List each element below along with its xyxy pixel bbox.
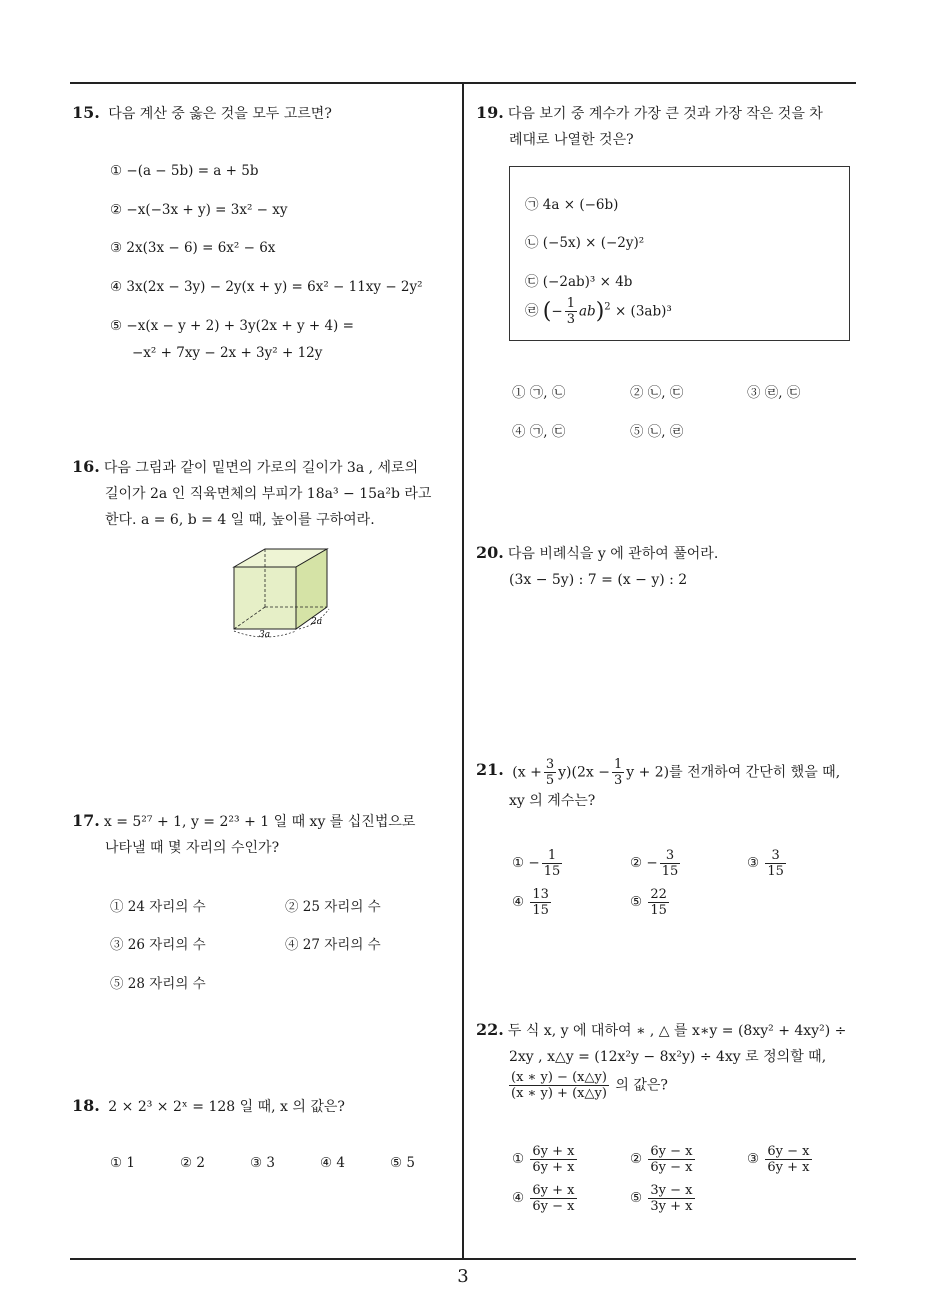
box-item-2: ㉡ (−5x) × (−2y)² [525, 235, 645, 251]
question-expression: (3x − 5y) : 7 = (x − y) : 2 [509, 572, 688, 588]
page-number: 3 [457, 1266, 469, 1287]
cuboid-figure [225, 545, 340, 645]
q18-option-2[interactable]: ② 2 [180, 1155, 205, 1171]
box-item-4-fraction: $\frac{1}{3}$ [566, 296, 575, 327]
q15-option-3[interactable]: ③ 2x(3x − 6) = 6x² − 6x [110, 240, 276, 256]
question-number: 20. [476, 543, 504, 562]
q19-option-4[interactable]: ④ ㉠, ㉢ [512, 424, 566, 440]
q21-option-1[interactable]: ① − $\frac{1}{15}$ [512, 848, 561, 879]
question-text-line-1: 다음 그림과 같이 밑면의 가로의 길이가 3a , 세로의 [103, 460, 419, 476]
question-text-line-1: 두 식 x, y 에 대하여 ∗ , △ 를 x∗y = (8xy² + 4xy²) ÷ [507, 1023, 847, 1039]
expr-part-3: y + 2)를 전개하여 간단히 했을 때, [626, 764, 841, 781]
q15-option-2[interactable]: ② −x(−3x + y) = 3x² − xy [110, 202, 288, 218]
q15-option-4[interactable]: ④ 3x(2x − 3y) − 2y(x + y) = 6x² − 11xy − 2y² [110, 279, 423, 295]
q15-option-5-cont: −x² + 7xy − 2x + 3y² + 12y [132, 345, 323, 361]
fraction-3-5: $\frac{3}{5}$ [545, 757, 555, 788]
q19-option-2[interactable]: ② ㉡, ㉢ [630, 385, 684, 401]
q18-option-4[interactable]: ④ 4 [320, 1155, 345, 1171]
question-16 [72, 454, 457, 533]
question-text-line-1: x = 5²⁷ + 1, y = 2²³ + 1 일 때 xy 를 십진법으로 [103, 814, 416, 830]
question-21 [476, 757, 866, 814]
column-divider [462, 82, 464, 1259]
box-item-4: ㉣ (− $\frac{1}{3}$ ab)$^2$ × (3ab)³ [525, 296, 672, 327]
question-number: 21. [476, 760, 504, 779]
q17-option-1[interactable]: ① 24 자리의 수 [110, 899, 206, 915]
expr-part-1: (x + [512, 764, 542, 781]
question-number: 17. [72, 811, 100, 830]
q22-option-4[interactable]: ④ $\frac{6y + x}{6y - x}$ [512, 1183, 575, 1214]
question-text-line-2: 길이가 2a 인 직육면체의 부피가 18a³ − 15a²b 라고 [105, 486, 432, 502]
question-number: 18. [72, 1096, 100, 1115]
q21-option-5[interactable]: ⑤ $\frac{22}{15}$ [630, 887, 667, 918]
fraction-1-3: $\frac{1}{3}$ [613, 757, 623, 788]
q19-option-1[interactable]: ① ㉠, ㉡ [512, 385, 566, 401]
question-text: 2 × 2³ × 2ˣ = 128 일 때, x 의 값은? [108, 1099, 345, 1115]
question-number: 15. [72, 103, 100, 122]
question-text: 다음 계산 중 옳은 것을 모두 고르면? [108, 106, 332, 122]
q15-option-1[interactable]: ① −(a − 5b) = a + 5b [110, 163, 259, 179]
question-text-line-2: 2xy , x△y = (12x²y − 8x²y) ÷ 4xy 로 정의할 때, [509, 1049, 827, 1065]
question-text-suffix: 의 값은? [615, 1077, 668, 1094]
question-text-line-2: xy 의 계수는? [509, 793, 596, 809]
bottom-rule [70, 1258, 856, 1260]
question-17 [72, 808, 457, 861]
question-15 [72, 100, 457, 127]
q15-option-5[interactable]: ⑤ −x(x − y + 2) + 3y(2x + y + 4) = [110, 318, 354, 334]
question-text-line-2: 나타낼 때 몇 자리의 수인가? [105, 840, 280, 856]
q22-option-5[interactable]: ⑤ $\frac{3y - x}{3y + x}$ [630, 1183, 693, 1214]
question-text: 다음 비례식을 y 에 관하여 풀어라. [507, 546, 719, 562]
q17-option-4[interactable]: ④ 27 자리의 수 [285, 937, 381, 953]
question-text-line-2: 례대로 나열한 것은? [509, 132, 634, 148]
q17-option-3[interactable]: ③ 26 자리의 수 [110, 937, 206, 953]
q19-option-3[interactable]: ③ ㉣, ㉢ [747, 385, 801, 401]
question-number: 19. [476, 103, 504, 122]
main-fraction: $\frac{(x ∗ y) - (x\triangle y)}{(x ∗ y) + (x\triangle y)}$ [511, 1070, 607, 1101]
question-20 [476, 540, 861, 593]
q19-option-5[interactable]: ⑤ ㉡, ㉣ [630, 424, 684, 440]
question-number: 16. [72, 457, 100, 476]
question-19 [476, 100, 861, 153]
q18-option-3[interactable]: ③ 3 [250, 1155, 275, 1171]
question-text-line-1: 다음 보기 중 계수가 가장 큰 것과 가장 작은 것을 차 [507, 106, 823, 122]
q22-option-2[interactable]: ② $\frac{6y - x}{6y - x}$ [630, 1144, 693, 1175]
label-depth: 2a [311, 617, 323, 627]
q22-option-1[interactable]: ① $\frac{6y + x}{6y + x}$ [512, 1144, 575, 1175]
q21-option-4[interactable]: ④ $\frac{13}{15}$ [512, 887, 549, 918]
q17-option-2[interactable]: ② 25 자리의 수 [285, 899, 381, 915]
expr-part-2: y)(2x − [558, 764, 610, 781]
question-22 [476, 1017, 868, 1101]
box-item-4-mark: ㉣ [525, 303, 539, 319]
q18-option-5[interactable]: ⑤ 5 [390, 1155, 415, 1171]
box-item-1: ㉠ 4a × (−6b) [525, 197, 619, 213]
q18-option-1[interactable]: ① 1 [110, 1155, 135, 1171]
question-18 [72, 1093, 457, 1120]
q22-option-3[interactable]: ③ $\frac{6y - x}{6y + x}$ [747, 1144, 810, 1175]
q21-option-2[interactable]: ② − $\frac{3}{15}$ [630, 848, 679, 879]
question-number: 22. [476, 1020, 504, 1039]
label-width: 3a [259, 630, 271, 640]
question-text-line-3: 한다. a = 6, b = 4 일 때, 높이를 구하여라. [105, 512, 375, 528]
box-item-4-suffix: × (3ab)³ [614, 303, 672, 320]
q17-option-5[interactable]: ⑤ 28 자리의 수 [110, 976, 206, 992]
q21-option-3[interactable]: ③ $\frac{3}{15}$ [747, 848, 784, 879]
box-item-3: ㉢ (−2ab)³ × 4b [525, 274, 633, 290]
